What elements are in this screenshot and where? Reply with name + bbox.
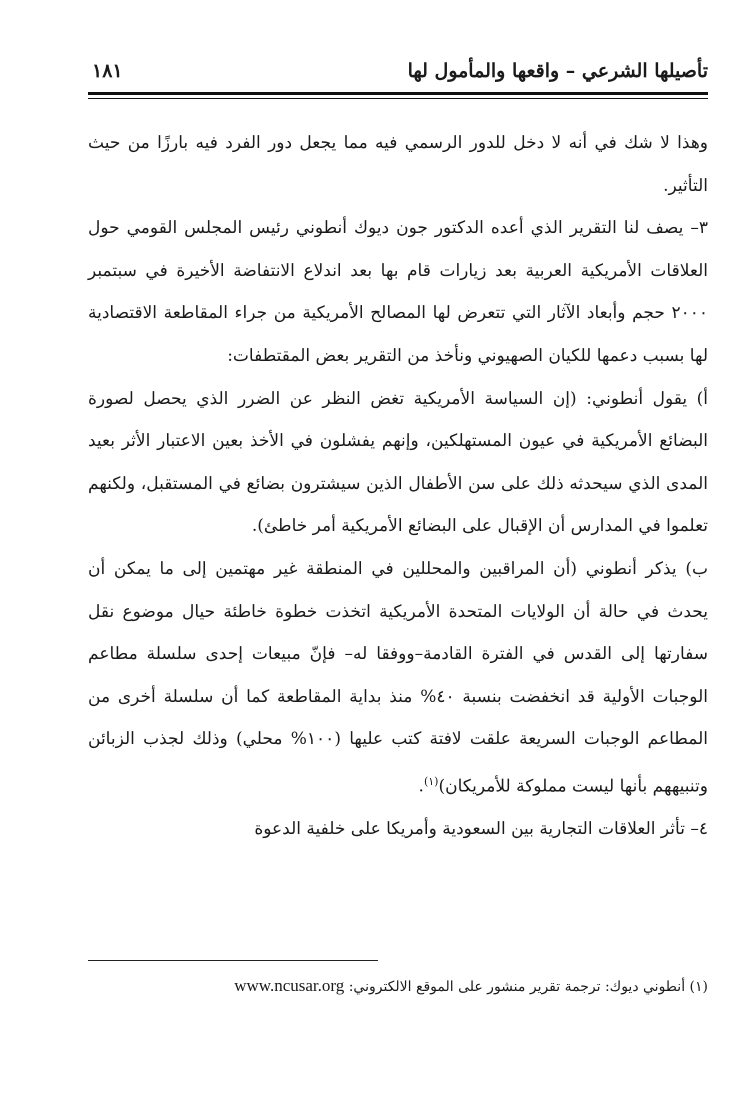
footnote-reference: (١) (423, 774, 439, 788)
page-header (88, 58, 708, 90)
header-rule-thick (88, 92, 708, 95)
body-text (88, 122, 708, 851)
paragraph: أ) يقول أنطوني: (إن السياسة الأمريكية تغض النظر عن الضرر الذي يحصل لصورة البضائع الأمريكية في عيون المستهلكين، وإنهم يفشلون في الأخذ بعين الاعتبار الأثر بعيد المدى الذي سيحدثه ذلك على سن الأطفال الذين سيشترون بضائع في المستقبل، ولكنهم تعلموا في المدارس أن الإقبال على البضائع الأمريكية أمر خاطئ). (88, 388, 708, 537)
footnote (234, 976, 708, 996)
header-rule-thin (88, 98, 708, 99)
running-title: تأصيلها الشرعي – واقعها والمأمول لها (407, 60, 708, 82)
page-number: ١٨١ (92, 60, 123, 82)
paragraph-text: ب) يذكر أنطوني (أن المراقبين والمحللين في المنطقة غير مهتمين إلى ما يمكن أن يحدث في حالة أن الولايات المتحدة الأمريكية اتخذت خطوة خاطئة حيال موضوع نقل سفارتها إلى القدس في الفترة القادمة–ووفقا له– فإنّ مبيعات إحدى سلسلة مطاعم الوجبات الأولية قد انخفضت بنسبة ٤٠% منذ بداية المقاطعة كما أن سلسلة أخرى من المطاعم الوجبات السريعة علقت لافتة كتب عليها (١٠٠% محلي) وذلك لجذب الزبائن وتنبيههم بأنها ليست مملوكة للأمريكان) (88, 558, 708, 797)
paragraph: وهذا لا شك في أنه لا دخل للدور الرسمي فيه مما يجعل دور الفرد فيه بارزًا من حيث التأثير. (88, 133, 708, 196)
paragraph: ٣– يصف لنا التقرير الذي أعده الدكتور جون ديوك أنطوني رئيس المجلس القومي حول العلاقات الأمريكية العربية بعد زيارات قام بها بعد اندلاع الانتفاضة الأخيرة في سبتمبر ٢٠٠٠ حجم وأبعاد الآثار التي تتعرض لها المصالح الأمريكية من جراء المقاطعة الاقتصادية لها بسبب دعمها للكيان الصهيوني ونأخذ من التقرير بعض المقتطفات: (88, 218, 708, 366)
footnote-text: (١) أنطوني ديوك: ترجمة تقرير منشور على الموقع الالكتروني: (348, 979, 708, 995)
book-page (88, 58, 708, 1058)
footnote-separator (88, 960, 378, 961)
footnote-url: www.ncusar.org (234, 976, 345, 995)
paragraph: ٤– تأثر العلاقات التجارية بين السعودية وأمريكا على خلفية الدعوة (254, 819, 708, 840)
paragraph: ب) يذكر أنطوني (أن المراقبين والمحللين في المنطقة غير مهتمين إلى ما يمكن أن يحدث في حالة أن الولايات المتحدة الأمريكية اتخذت خطوة خاطئة حيال موضوع نقل سفارتها إلى القدس في الفترة القادمة–ووفقا له– فإنّ مبيعات إحدى سلسلة مطاعم الوجبات الأولية قد انخفضت بنسبة ٤٠% منذ بداية المقاطعة كما أن سلسلة أخرى من المطاعم الوجبات السريعة علقت لافتة كتب عليها (١٠٠% محلي) وذلك لجذب الزبائن وتنبيههم بأنها ليست مملوكة للأمريكان)$^{(١)}$. (88, 558, 708, 797)
